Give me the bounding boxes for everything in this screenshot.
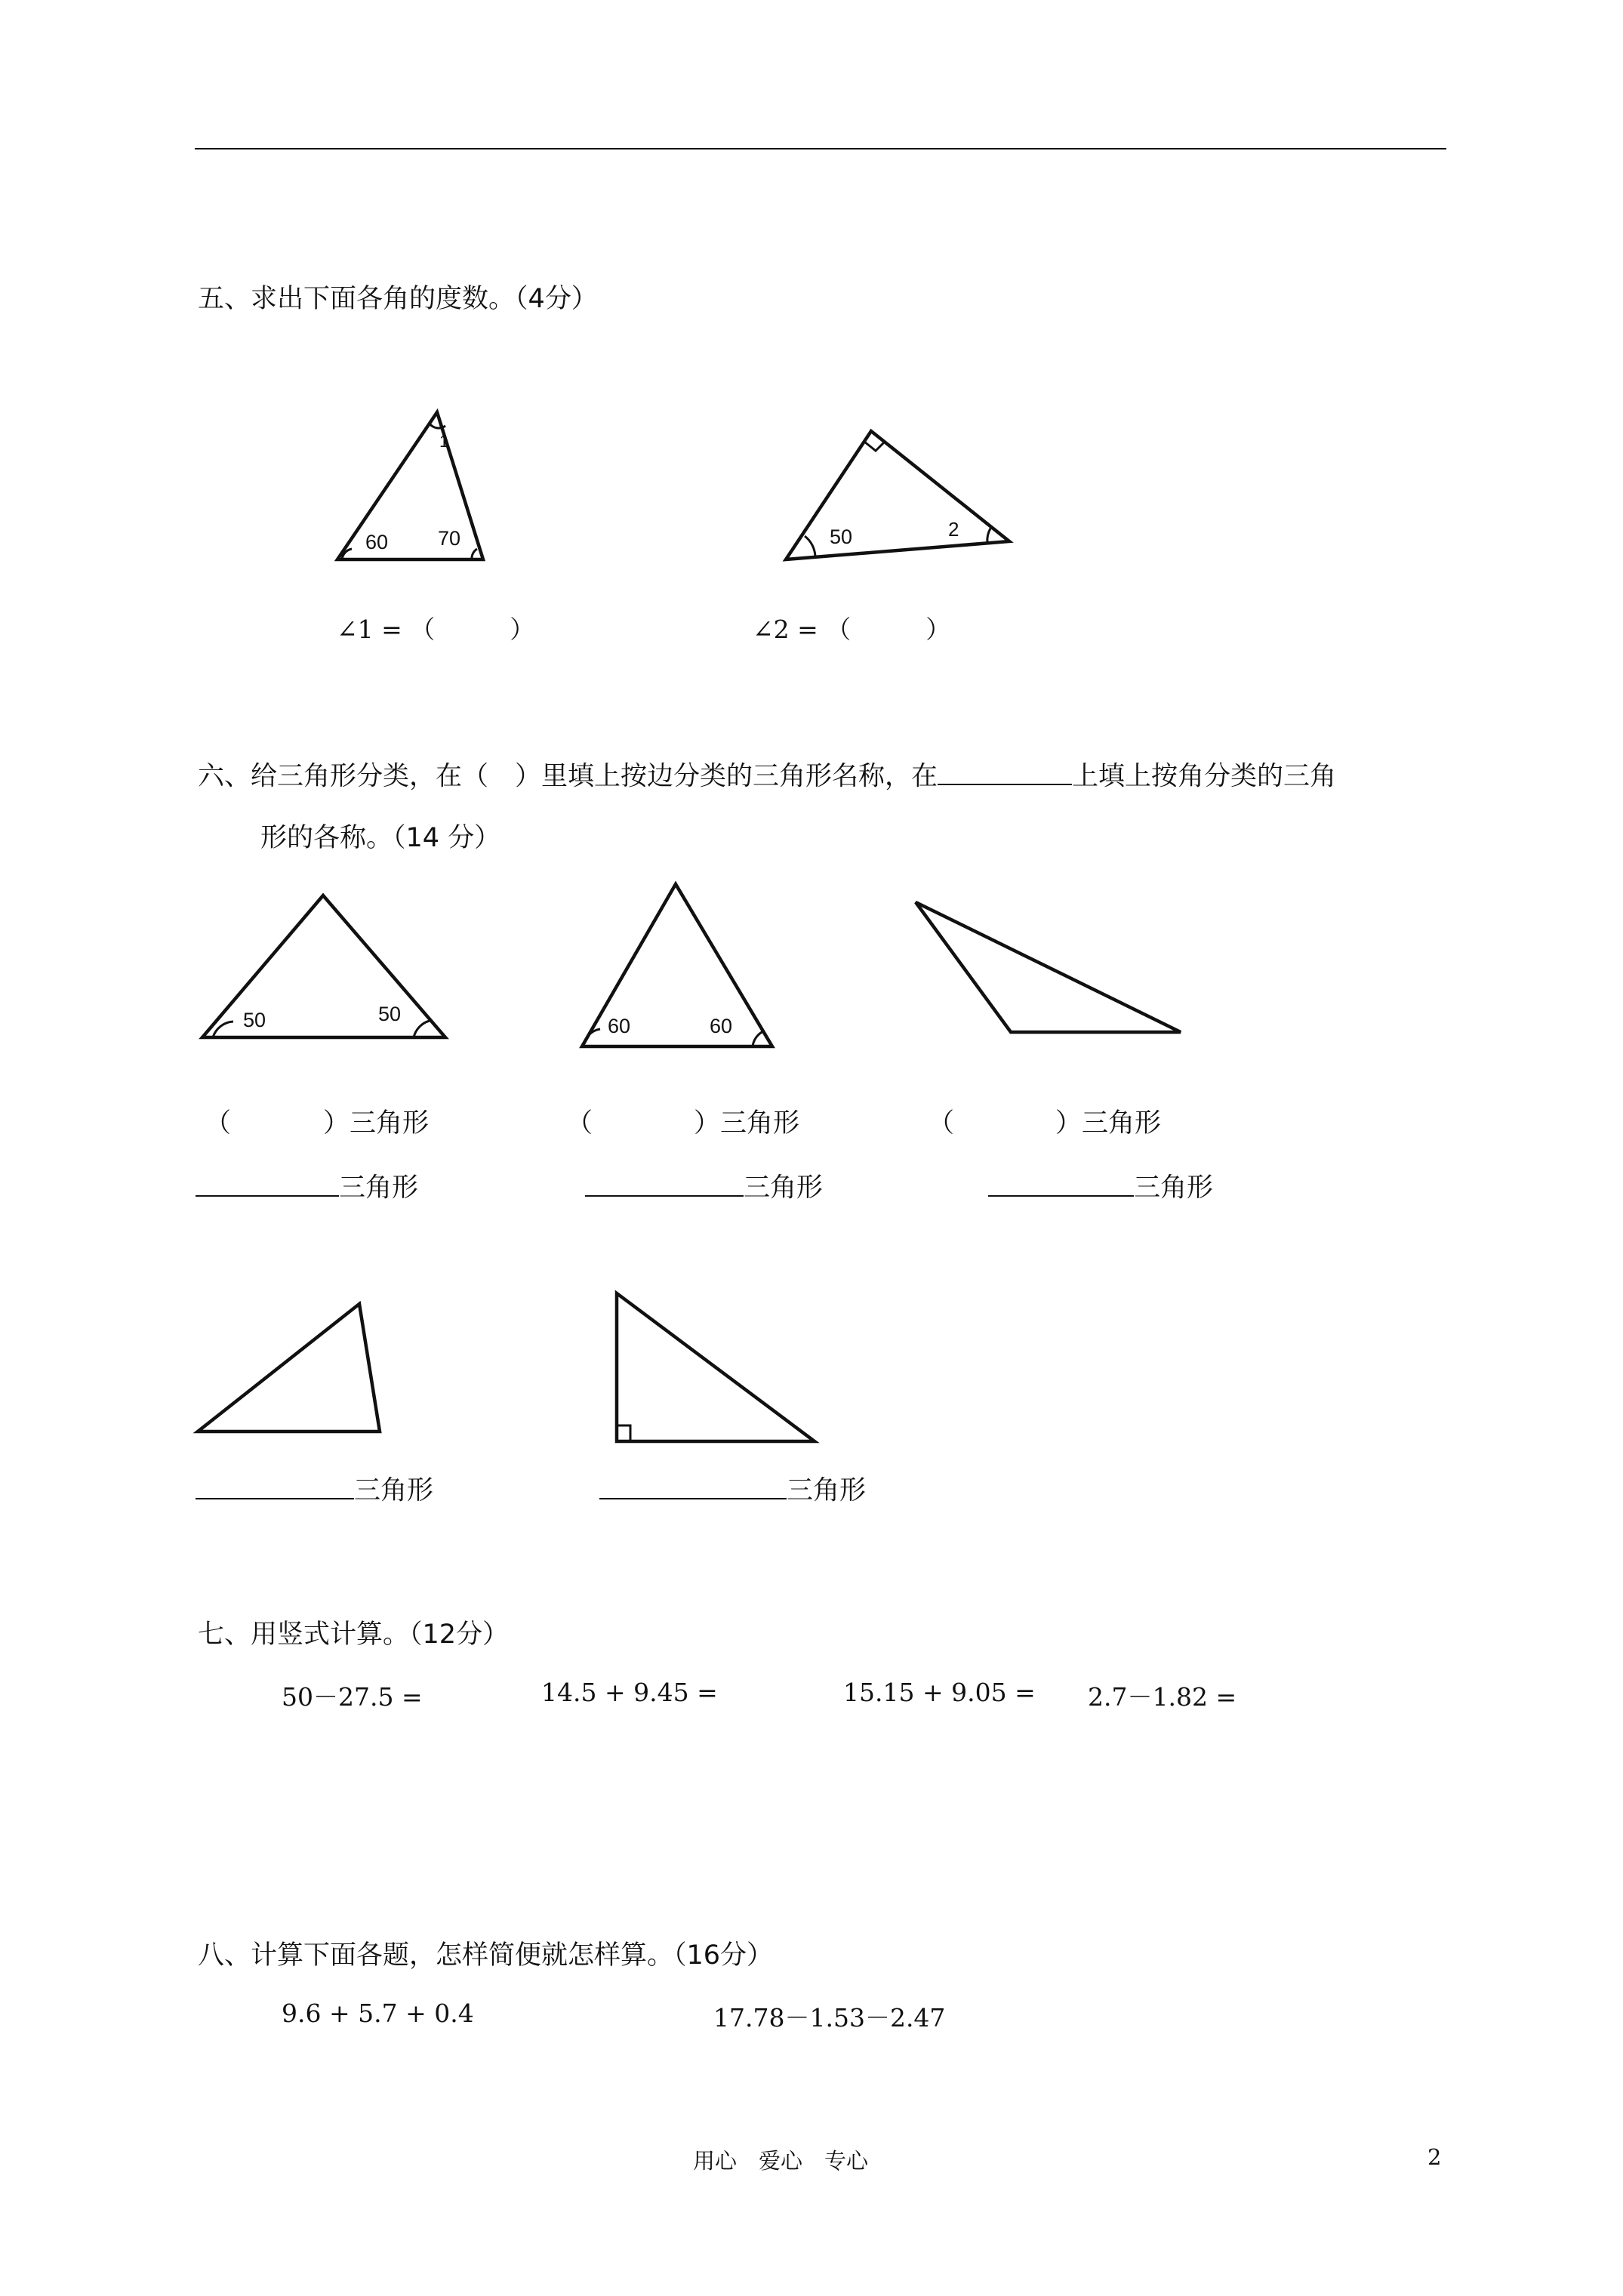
q6-tri1-angle-b: 50 <box>378 1003 402 1025</box>
paren-close-label: ）三角形 <box>323 1108 430 1139</box>
answer-suffix: 三角形 <box>787 1475 867 1506</box>
q5-answer-1: ∠1 = （ ） <box>337 615 535 644</box>
q7-heading: 七、用竖式计算。（12分） <box>198 1620 510 1650</box>
q5-heading: 五、求出下面各角的度数。（4分） <box>198 284 598 314</box>
q6-tri1-angle-a: 50 <box>243 1009 266 1031</box>
q5-triangle-2 <box>786 431 1009 559</box>
paren-open: （ <box>566 1108 593 1139</box>
q6-tri2-angle-b: 60 <box>710 1015 733 1037</box>
q6-blank-answer-5 <box>599 1469 866 1508</box>
answer-suffix: 三角形 <box>354 1475 434 1506</box>
q6-blank-answer-1 <box>196 1166 418 1205</box>
q7-item-4: 2.7－1.82 = <box>1088 1682 1237 1712</box>
q6-paren-answer-3 <box>928 1102 1161 1140</box>
q6-heading-blank <box>938 754 1072 785</box>
q5-fig2-angle-a: 50 <box>830 525 853 548</box>
q6-heading-text-1: 六、给三角形分类，在（ ）里填上按边分类的三角形名称，在 <box>198 761 938 792</box>
answer-blank <box>196 1469 354 1499</box>
q6-heading-line2: 形的各称。（14 分） <box>260 823 501 853</box>
q6-paren-answer-1 <box>205 1102 429 1140</box>
paren-close-label: ）三角形 <box>1055 1108 1162 1139</box>
answer-blank <box>196 1166 339 1197</box>
q7-item-2: 14.5 + 9.45 = <box>541 1678 718 1707</box>
q6-blank-answer-2 <box>585 1166 823 1205</box>
q5-fig1-angle-b: 70 <box>438 527 461 550</box>
answer-blank <box>599 1469 787 1499</box>
q5-answer-2: ∠2 = （ ） <box>753 615 951 644</box>
q6-blank-answer-3 <box>988 1166 1213 1205</box>
answer-suffix: 三角形 <box>1134 1173 1214 1203</box>
q7-item-3: 15.15 + 9.05 = <box>843 1678 1036 1707</box>
q5-fig1-mark: 1 <box>439 432 449 451</box>
q6-heading-text-2: 上填上按角分类的三角 <box>1072 761 1337 792</box>
q5-fig2-mark: 2 <box>948 518 959 541</box>
q6-triangle-4 <box>198 1304 380 1432</box>
footer-motto: 用心 爱心 专心 <box>693 2148 869 2174</box>
q5-triangle-1 <box>337 412 483 559</box>
q6-blank-answer-4 <box>196 1469 433 1508</box>
q8-item-1: 9.6 + 5.7 + 0.4 <box>282 1999 474 2028</box>
answer-blank <box>585 1166 744 1197</box>
answer-blank <box>988 1166 1134 1197</box>
answer-suffix: 三角形 <box>339 1173 419 1203</box>
page-number: 2 <box>1427 2144 1442 2170</box>
q6-heading-line1 <box>198 754 1336 794</box>
q8-item-2: 17.78－1.53－2.47 <box>713 2003 946 2032</box>
q6-paren-answer-2 <box>566 1102 799 1140</box>
paren-close-label: ）三角形 <box>694 1108 800 1139</box>
q8-heading: 八、计算下面各题，怎样简便就怎样算。（16分） <box>198 1940 774 1971</box>
q5-fig1-angle-a: 60 <box>365 531 389 553</box>
q6-triangle-3 <box>916 902 1181 1032</box>
answer-suffix: 三角形 <box>744 1173 824 1203</box>
q7-item-1: 50－27.5 = <box>282 1682 423 1712</box>
q6-triangle-5 <box>617 1293 815 1441</box>
q6-triangle-2 <box>582 884 772 1046</box>
q6-triangle-1 <box>202 895 445 1037</box>
paren-open: （ <box>205 1108 232 1139</box>
paren-open: （ <box>928 1108 955 1139</box>
q6-tri2-angle-a: 60 <box>608 1015 631 1037</box>
